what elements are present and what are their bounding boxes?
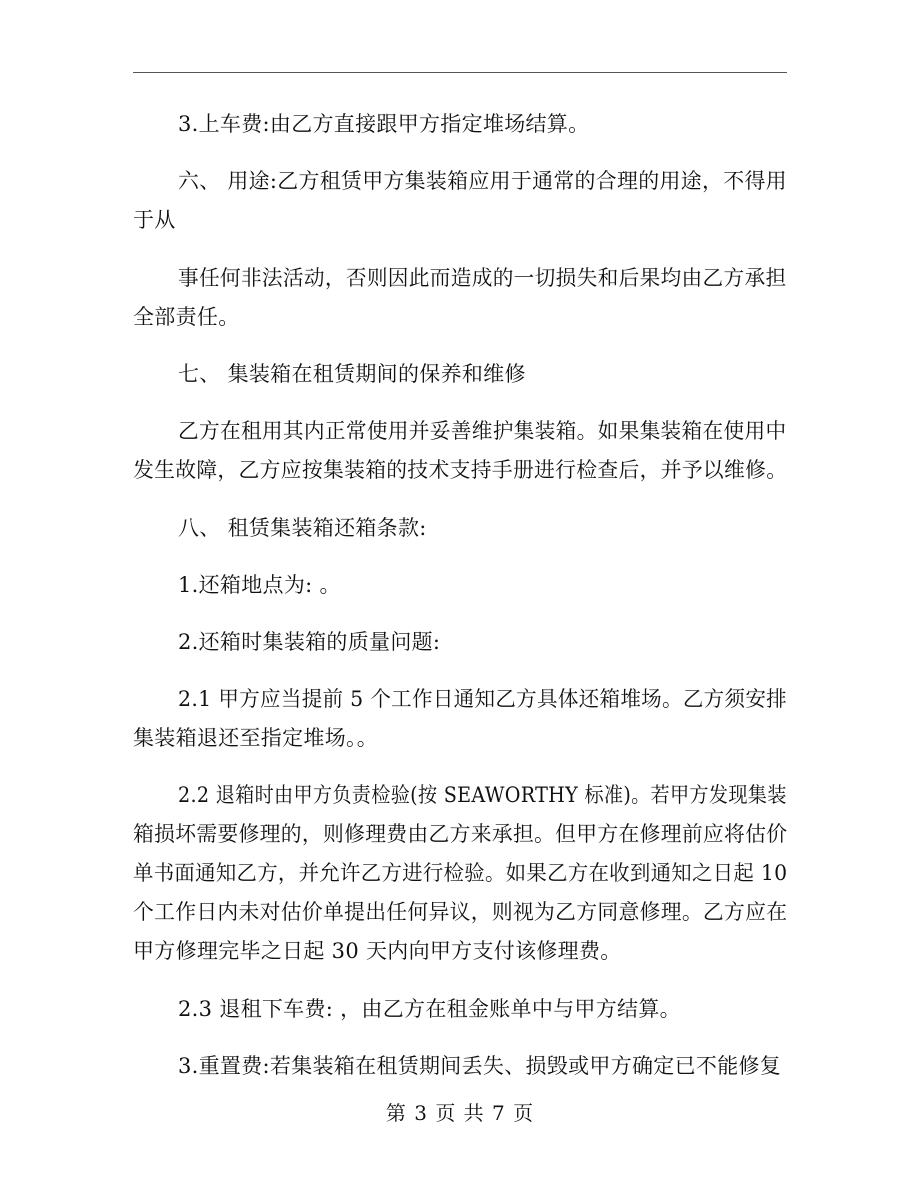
paragraph-line: 集装箱退还至指定堆场。。 — [133, 726, 379, 750]
paragraph-line: 2.2 退箱时由甲方负责检验(按 SEAWORTHY 标准)。若甲方发现集装 — [178, 783, 787, 807]
paragraph-line: 2.还箱时集装箱的质量问题: — [178, 630, 441, 654]
paragraph-line: 3.重置费:若集装箱在租赁期间丢失、损毁或甲方确定已不能修复 — [178, 1054, 782, 1078]
section-heading: 六、 用途:乙方租赁甲方集装箱应用于通常的合理的用途，不得用 — [178, 169, 787, 193]
paragraph-line: 3.上车费:由乙方直接跟甲方指定堆场结算。 — [178, 112, 590, 136]
paragraph-line: 单书面通知乙方，并允许乙方进行检验。如果乙方在收到通知之日起 10 — [133, 861, 788, 885]
paragraph-line: 乙方在租用其内正常使用并妥善维护集装箱。如果集装箱在使用中 — [178, 419, 787, 443]
paragraph-line: 2.1 甲方应当提前 5 个工作日通知乙方具体还箱堆场。乙方须安排 — [178, 687, 787, 711]
paragraph-line: 全部责任。 — [133, 305, 240, 329]
paragraph-line: 箱损坏需要修理的，则修理费由乙方来承担。但甲方在修理前应将估价 — [133, 822, 788, 846]
section-heading: 八、 租赁集装箱还箱条款: — [178, 516, 427, 540]
paragraph-line: 个工作日内未对估价单提出任何异议，则视为乙方同意修理。乙方应在 — [133, 900, 788, 924]
paragraph-line: 于从 — [133, 208, 176, 232]
paragraph-line: 甲方修理完毕之日起 30 天内向甲方支付该修理费。 — [133, 939, 622, 963]
section-heading: 七、 集装箱在租赁期间的保养和维修 — [178, 362, 526, 386]
paragraph-line: 事任何非法活动，否则因此而造成的一切损失和后果均由乙方承担 — [178, 266, 787, 290]
paragraph-line: 2.3 退租下车费: ，由乙方在租金账单中与甲方结算。 — [178, 997, 681, 1021]
paragraph-line: 1.还箱地点为: 。 — [178, 573, 341, 597]
header-rule — [133, 72, 787, 73]
paragraph-line: 发生故障，乙方应按集装箱的技术支持手册进行检查后，并予以维修。 — [133, 458, 788, 482]
page-number: 第 3 页 共 7 页 — [385, 1101, 535, 1125]
